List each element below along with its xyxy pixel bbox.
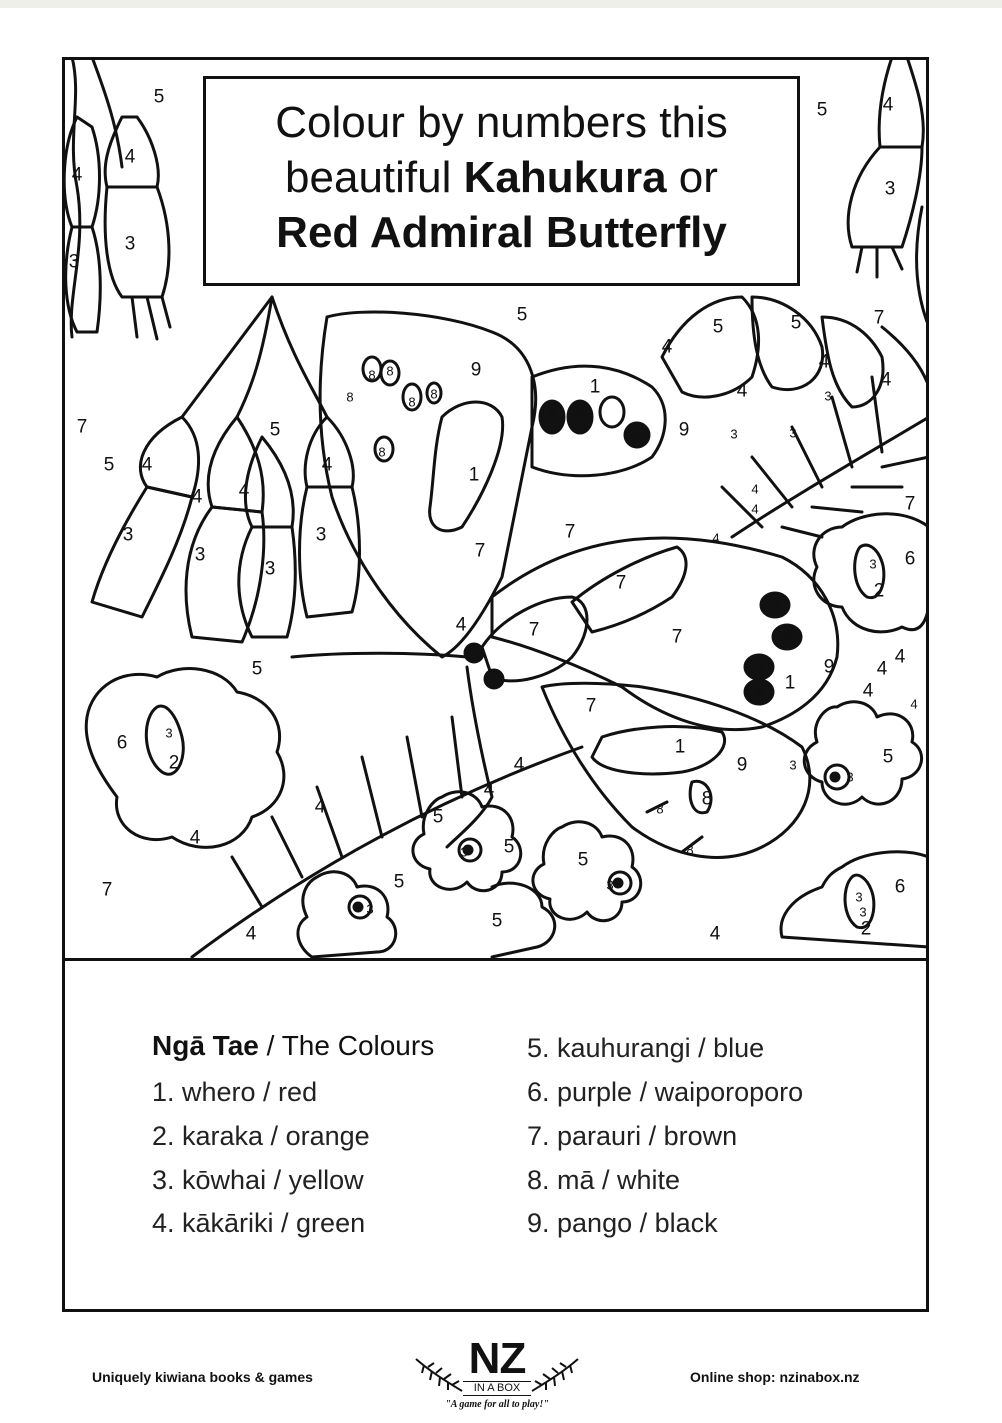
region-number: 3 [165,725,173,741]
region-number: 4 [483,779,495,801]
region-number: 6 [904,548,916,570]
legend-item: 8. mā / white [527,1165,681,1195]
region-number: 3 [884,178,896,200]
region-number: 8 [755,684,763,700]
region-number: 4 [876,658,888,680]
region-number: 4 [71,164,83,186]
region-number: 4 [124,146,136,168]
region-number: 8 [548,404,556,420]
region-number: 5 [393,871,405,893]
region-number: 9 [470,359,482,381]
region-number: 7 [528,619,540,641]
region-number: 5 [882,746,894,768]
region-number: 4 [245,923,257,945]
title-line-3: Red Admiral Butterfly [276,208,727,257]
region-number: 9 [823,656,835,678]
region-number: 4 [191,486,203,508]
region-number: 4 [314,796,326,818]
region-number: 7 [904,493,916,515]
region-number: 3 [264,558,276,580]
title-line-2 [206,150,797,205]
region-number: 4 [712,530,720,546]
region-number: 3 [855,889,863,905]
title-line-2-suffix: or [666,153,718,202]
footer-tagline: Uniquely kiwiana books & games [92,1369,313,1385]
region-number: 7 [585,695,597,717]
region-number: 3 [460,844,468,860]
region-number: 5 [153,86,165,108]
region-number: 1 [674,736,686,758]
region-number: 4 [882,94,894,116]
region-number: 4 [321,454,333,476]
region-number: 4 [736,380,748,402]
region-number: 8 [430,386,438,402]
region-number: 4 [189,827,201,849]
region-number: 1 [468,464,480,486]
region-number: 4 [661,336,673,358]
legend-heading [152,1030,434,1062]
region-number: 9 [736,754,748,776]
region-number: 8 [701,788,713,810]
region-number: 2 [168,752,180,774]
region-number: 1 [589,376,601,398]
region-number: 8 [755,659,763,675]
region-number: 3 [122,524,134,546]
region-number: 4 [910,696,918,712]
legend-item: 5. kauhurangi / blue [527,1033,765,1063]
top-band [0,0,1002,8]
brand-logo [414,1334,580,1419]
title-box [203,76,800,286]
region-number: 4 [751,481,759,497]
section-divider [62,958,929,961]
region-number: 5 [103,454,115,476]
region-number: 5 [712,316,724,338]
region-number: 4 [513,754,525,776]
region-number: 8 [656,801,664,817]
legend-item: 6. purple / waiporoporo [527,1077,804,1107]
region-number: 1 [784,672,796,694]
legend-item: 7. parauri / brown [527,1121,738,1151]
region-number: 2 [873,580,885,602]
region-number: 4 [709,923,721,945]
region-number: 3 [124,233,136,255]
region-number: 3 [194,544,206,566]
region-number: 5 [816,99,828,121]
region-number: 5 [790,312,802,334]
region-number: 3 [606,877,614,893]
title-line-2-bold: Kahukura [463,153,667,202]
region-number: 5 [577,849,589,871]
region-number: 3 [730,426,738,442]
legend-item: 2. karaka / orange [152,1121,370,1151]
region-number: 5 [503,836,515,858]
region-number: 7 [76,416,88,438]
region-number: 4 [751,501,759,517]
legend-heading-rest: / The Colours [258,1030,435,1061]
region-number: 4 [238,480,250,502]
region-number: 9 [678,419,690,441]
region-number: 4 [455,614,467,636]
legend-item: 4. kākāriki / green [152,1208,366,1238]
region-number: 5 [516,304,528,326]
region-number: 3 [366,901,374,917]
logo-tagline: "A game for all to play!" [445,1399,549,1410]
logo-sub: IN A BOX [463,1381,531,1396]
region-number: 7 [615,572,627,594]
region-number: 8 [346,389,354,405]
legend-item: 1. whero / red [152,1077,318,1107]
region-number: 7 [671,626,683,648]
legend-item: 9. pango / black [527,1208,718,1238]
region-number: 3 [68,251,80,273]
region-number: 8 [408,394,416,410]
region-number: 6 [116,732,128,754]
region-number: 4 [862,680,874,702]
region-number: 3 [789,757,797,773]
region-number: 8 [368,367,376,383]
region-number: 5 [251,658,263,680]
region-number: 3 [824,388,832,404]
footer-shop-link[interactable]: Online shop: nzinabox.nz [690,1369,860,1385]
region-number: 3 [846,769,854,785]
region-number: 5 [491,910,503,932]
region-number: 8 [386,363,394,379]
logo-brand: NZ [468,1334,526,1383]
region-number: 8 [576,404,584,420]
title-line-2-prefix: beautiful [285,153,464,202]
region-number: 4 [880,369,892,391]
legend-heading-bold: Ngā Tae [152,1030,259,1061]
region-number: 3 [789,425,797,441]
region-number: 6 [894,876,906,898]
region-number: 8 [686,842,694,858]
region-number: 7 [474,540,486,562]
legend-item: 3. kōwhai / yellow [152,1165,364,1195]
region-number: 4 [141,454,153,476]
region-number: 8 [771,597,779,613]
region-number: 7 [101,879,113,901]
region-number: 5 [269,419,281,441]
title-line-1: Colour by numbers this [275,98,728,147]
region-number: 8 [630,427,638,443]
region-number: 4 [894,646,906,668]
region-number: 3 [869,556,877,572]
region-number: 7 [564,521,576,543]
region-number: 3 [859,904,867,920]
region-number: 8 [783,630,791,646]
region-number: 8 [378,444,386,460]
region-number: 4 [818,351,830,373]
region-number: 3 [315,524,327,546]
region-number: 5 [432,806,444,828]
region-number: 2 [860,918,872,940]
region-number: 7 [873,307,885,329]
